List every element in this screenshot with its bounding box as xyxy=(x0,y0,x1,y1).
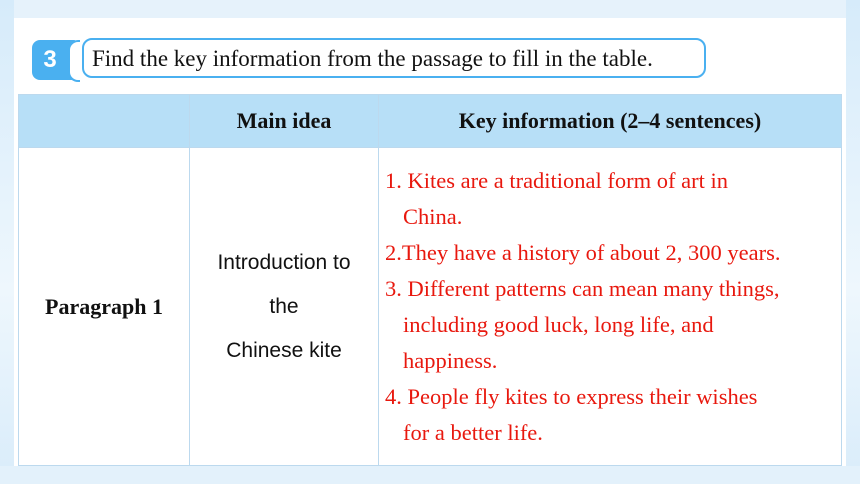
right-decoration xyxy=(846,0,860,484)
main-idea-line: Chinese kite xyxy=(226,338,342,362)
paragraph-label: Paragraph 1 xyxy=(19,148,190,466)
main-idea-line: the xyxy=(269,294,299,318)
header-main-idea: Main idea xyxy=(190,95,379,148)
key-point-4 xyxy=(385,379,831,451)
key-point-text: 3. Different patterns can mean many things, xyxy=(385,275,780,301)
bottom-decoration xyxy=(0,466,860,484)
table-header-row xyxy=(19,95,842,148)
badge-bracket xyxy=(68,40,80,82)
key-point-text: 2.They have a history of about 2, 300 years. xyxy=(385,239,781,265)
key-point-text: 4. People fly kites to express their wishes xyxy=(385,383,758,409)
key-point-text: 1. Kites are a traditional form of art in xyxy=(385,167,729,193)
task-instruction: Find the key information from the passage to fill in the table. xyxy=(82,38,706,78)
key-point-2 xyxy=(385,235,831,271)
key-point-1 xyxy=(385,163,831,235)
left-decoration xyxy=(0,0,14,484)
key-point-text: China. xyxy=(403,203,463,229)
task-number-badge: 3 xyxy=(32,40,76,80)
key-point-3 xyxy=(385,271,831,379)
key-information-cell xyxy=(379,148,842,466)
main-idea-line: Introduction to xyxy=(217,250,351,274)
key-point-text: for a better life. xyxy=(403,419,543,445)
table-row xyxy=(19,148,842,466)
key-point-text: including good luck, long life, and xyxy=(403,311,714,337)
key-information-table xyxy=(18,94,842,466)
main-idea-cell xyxy=(190,148,379,466)
key-point-text: happiness. xyxy=(403,347,498,373)
header-empty-cell xyxy=(19,95,190,148)
header-key-information: Key information (2–4 sentences) xyxy=(379,95,842,148)
